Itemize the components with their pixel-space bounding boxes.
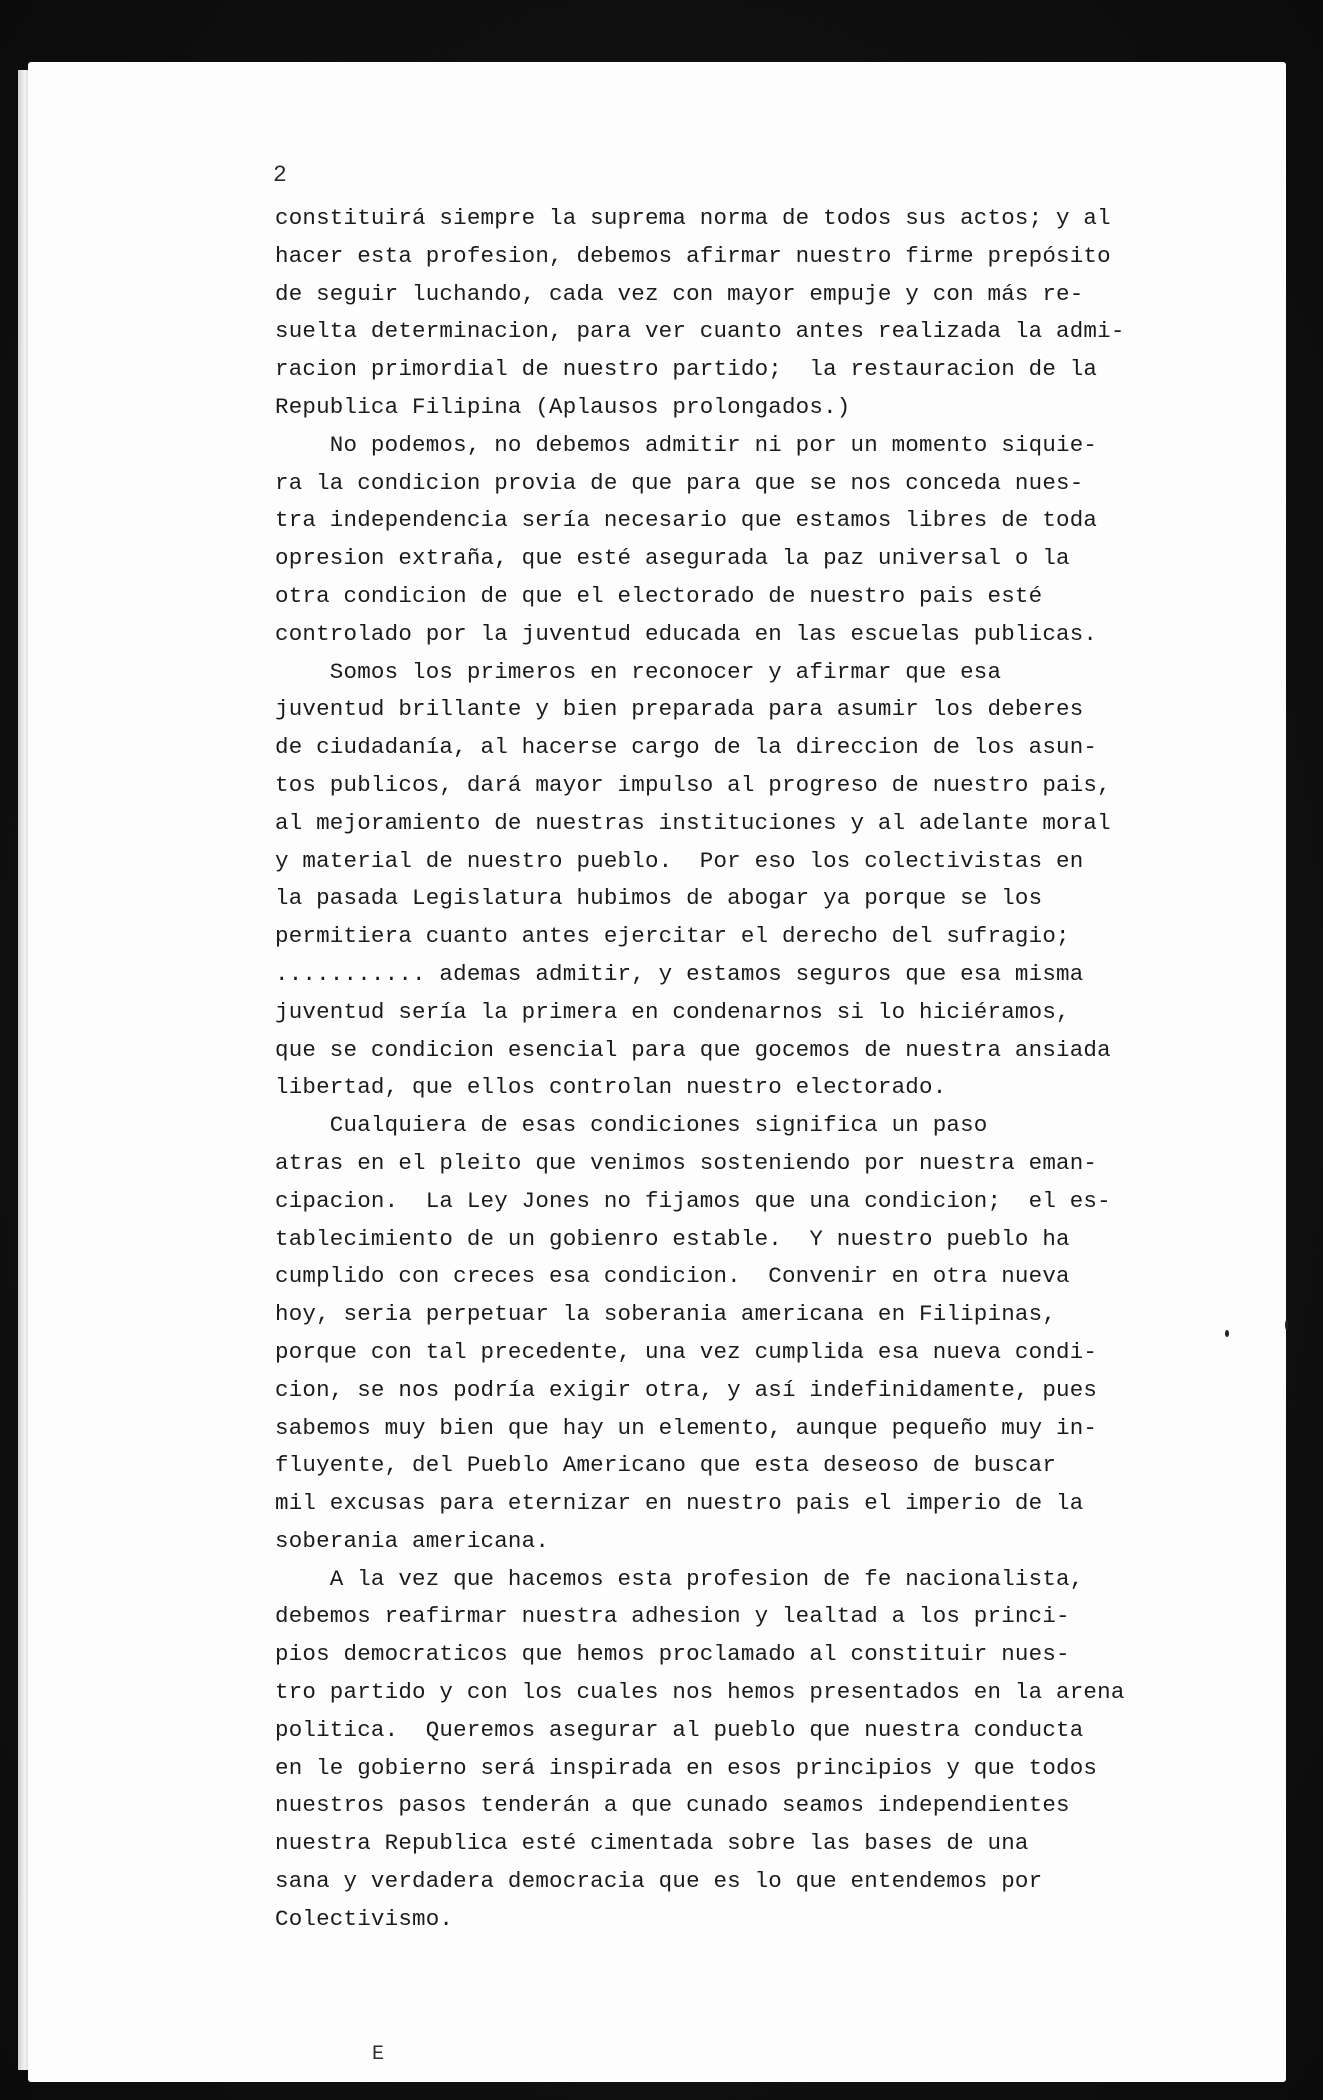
text-line: juventud sería la primera en condenarnos si lo hiciéramos, [275, 998, 1070, 1025]
text-line: controlado por la juventud educada en las escuelas publicas. [275, 620, 1098, 647]
text-line: atras en el pleito que venimos sosteniendo por nuestra eman- [275, 1149, 1098, 1176]
text-line: la pasada Legislatura hubimos de abogar ya porque se los [275, 885, 1043, 912]
text-line: sana y verdadera democracia que es lo que entendemos por [275, 1868, 1043, 1895]
text-line: soberania americana. [275, 1527, 550, 1554]
text-line: tro partido y con los cuales nos hemos presentados en la arena [275, 1679, 1125, 1706]
text-line: racion primordial de nuestro partido; la restauracion de la [275, 356, 1098, 383]
scan-speck [1225, 1330, 1229, 1337]
text-line: tos publicos, dará mayor impulso al progreso de nuestro pais, [275, 771, 1111, 798]
page-number: 2 [273, 162, 287, 188]
text-line: hoy, seria perpetuar la soberania americana en Filipinas, [275, 1301, 1057, 1328]
text-line: fluyente, del Pueblo Americano que esta deseoso de buscar [275, 1452, 1057, 1479]
text-line: tra independencia sería necesario que estamos libres de toda [275, 507, 1098, 534]
text-line: Somos los primeros en reconocer y afirmar que esa [275, 658, 1002, 685]
scan-speck [1285, 1320, 1288, 1330]
text-line: en le gobierno será inspirada en esos principios y que todos [275, 1754, 1098, 1781]
text-line: No podemos, no debemos admitir ni por un momento siquie- [275, 431, 1098, 458]
text-line: mil excusas para eternizar en nuestro pais el imperio de la [275, 1490, 1084, 1517]
text-line: nuestros pasos tenderán a que cunado seamos independientes [275, 1792, 1070, 1819]
text-line: Colectivismo. [275, 1905, 454, 1932]
text-line: que se condicion esencial para que gocemos de nuestra ansiada [275, 1036, 1111, 1063]
text-line: cumplido con creces esa condicion. Convenir en otra nueva [275, 1263, 1070, 1290]
text-line: y material de nuestro pueblo. Por eso los colectivistas en [275, 847, 1084, 874]
text-line: suelta determinacion, para ver cuanto antes realizada la admi- [275, 318, 1125, 345]
paragraph [275, 427, 1105, 654]
text-line: al mejoramiento de nuestras instituciones y al adelante moral [275, 809, 1111, 836]
text-line: cion, se nos podría exigir otra, y así indefinidamente, pues [275, 1376, 1098, 1403]
text-line: politica. Queremos asegurar al pueblo que nuestra conducta [275, 1716, 1084, 1743]
paragraph [275, 1107, 1111, 1561]
document-body [275, 200, 1125, 1939]
text-line: ra la condicion provia de que para que se nos conceda nues- [275, 469, 1084, 496]
text-line: de seguir luchando, cada vez con mayor empuje y con más re- [275, 280, 1084, 307]
text-line: constituirá siempre la suprema norma de todos sus actos; y al [275, 205, 1111, 231]
text-line: otra condicion de que el electorado de nuestro pais esté [275, 582, 1043, 609]
text-line: juventud brillante y bien preparada para asumir los deberes [275, 696, 1084, 723]
text-line: pios democraticos que hemos proclamado al constituir nues- [275, 1641, 1070, 1668]
text-line: permitiera cuanto antes ejercitar el derecho del sufragio; [275, 923, 1070, 950]
text-line: porque con tal precedente, una vez cumplida esa nueva condi- [275, 1338, 1098, 1365]
text-line: hacer esta profesion, debemos afirmar nuestro firme prepósito [275, 242, 1111, 269]
text-line: cipacion. La Ley Jones no fijamos que una condicion; el es- [275, 1187, 1111, 1214]
text-line: debemos reafirmar nuestra adhesion y lealtad a los princi- [275, 1603, 1070, 1630]
text-line: tablecimiento de un gobienro estable. Y nuestro pueblo ha [275, 1225, 1070, 1252]
text-line: Republica Filipina (Aplausos prolongados.) [275, 393, 851, 420]
text-line: ........... ademas admitir, y estamos seguros que esa misma [275, 960, 1084, 987]
text-line: libertad, que ellos controlan nuestro electorado. [275, 1074, 947, 1101]
text-line: opresion extraña, que esté asegurada la paz universal o la [275, 545, 1070, 572]
paragraph [275, 654, 1111, 1108]
footer-mark: E [372, 2043, 385, 2066]
text-line: sabemos muy bien que hay un elemento, aunque pequeño muy in- [275, 1414, 1098, 1441]
paragraph [275, 1561, 1125, 1939]
text-line: nuestra Republica esté cimentada sobre las bases de una [275, 1830, 1029, 1857]
text-line: Cualquiera de esas condiciones significa un paso [275, 1112, 988, 1139]
text-line: A la vez que hacemos esta profesion de fe nacionalista, [275, 1565, 1084, 1592]
text-line: de ciudadanía, al hacerse cargo de la direccion de los asun- [275, 734, 1098, 761]
paragraph [275, 200, 1125, 427]
